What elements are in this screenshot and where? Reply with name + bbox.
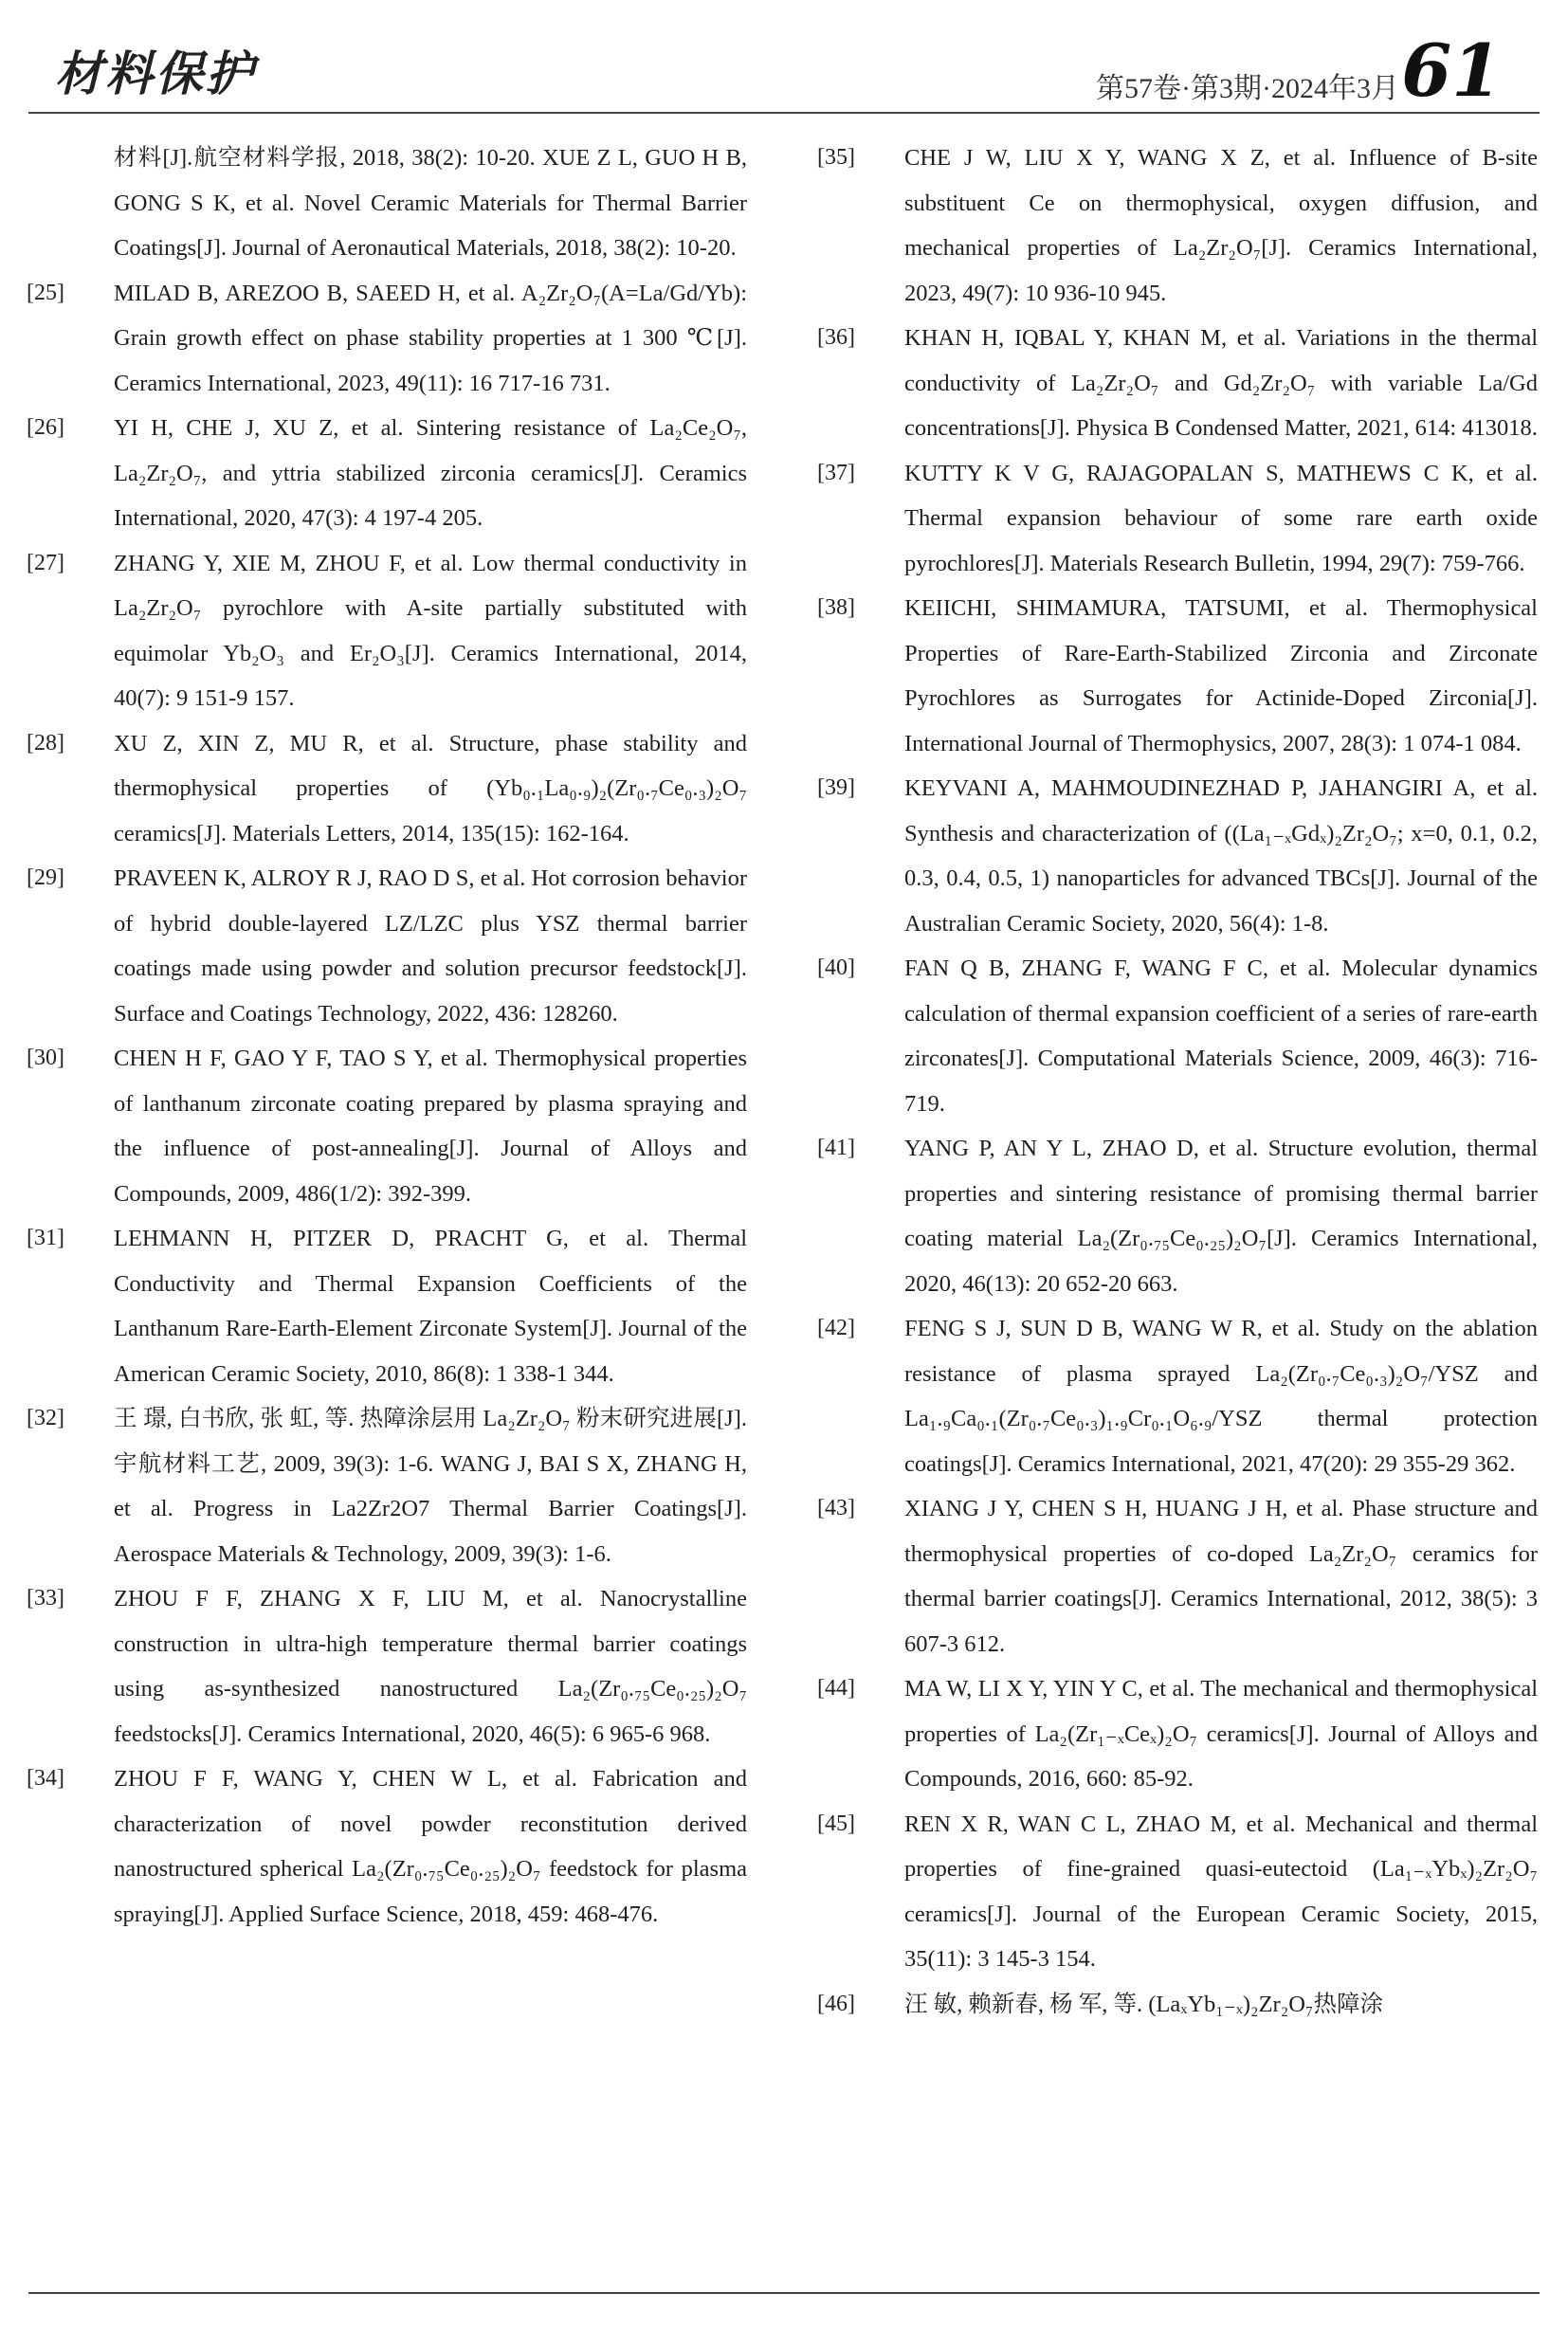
right-column [817, 136, 1538, 2027]
reference-number: [27] [27, 550, 64, 575]
reference-text: FAN Q B, ZHANG F, WANG F C, et al. Molecular dynamics calculation of thermal expansion coefficient of a series of rare-earth zirconates[J]. Computational Materials Science, 2009, 46(3): 716-719. [904, 956, 1538, 1117]
reference-text: KUTTY K V G, RAJAGOPALAN S, MATHEWS C K, et al. Thermal expansion behaviour of some rare earth oxide pyrochlores[J]. Materials Research Bulletin, 1994, 29(7): 759-766. [904, 460, 1538, 576]
reference-text: PRAVEEN K, ALROY R J, RAO D S, et al. Hot corrosion behavior of hybrid double-layered LZ/LZC plus YSZ thermal barrier coatings made using powder and solution precursor feedstock[J]. Surface and Coatings Technology, 2022, 436: 128260. [114, 865, 747, 1027]
reference-number: [26] [27, 415, 64, 440]
reference-number: [37] [817, 460, 855, 485]
reference-text: KEIICHI, SHIMAMURA, TATSUMI, et al. Thermophysical Properties of Rare-Earth-Stabilized Zirconia and Zirconate Pyrochlores as Surrogates for Actinide-Doped Zirconia[J]. International Journal of Thermophysics, 2007, 28(3): 1 074-1 084. [904, 595, 1538, 756]
reference-item [817, 316, 1538, 451]
reference-text: 材料[J].航空材料学报, 2018, 38(2): 10-20. XUE Z L, GUO H B, GONG S K, et al. Novel Ceramic Materials for Thermal Barrier Coatings[J]. Journal of Aeronautical Materials, 2018, 38(2): 10-20. [114, 145, 747, 261]
reference-number [27, 136, 114, 271]
reference-number: [35] [817, 145, 855, 170]
reference-item [817, 1486, 1538, 1666]
reference-item [27, 1216, 747, 1396]
reference-number: [39] [817, 775, 855, 800]
reference-item [27, 1036, 747, 1216]
reference-item [27, 721, 747, 857]
reference-item [817, 1666, 1538, 1802]
reference-number: [28] [27, 730, 64, 755]
reference-item [817, 946, 1538, 1126]
reference-text: MA W, LI X Y, YIN Y C, et al. The mechanical and thermophysical properties of La₂(Zr₁₋ₓCeₓ)₂O₇ ceramics[J]. Journal of Alloys and Compounds, 2016, 660: 85-92. [904, 1676, 1538, 1792]
reference-text: CHEN H F, GAO Y F, TAO S Y, et al. Thermophysical properties of lanthanum zirconate coating prepared by plasma spraying and the influence of post-annealing[J]. Journal of Alloys and Compounds, 2009, 486(1/2): 392-399. [114, 1046, 747, 1207]
header-rule [28, 112, 1540, 114]
reference-text: KHAN H, IQBAL Y, KHAN M, et al. Variations in the thermal conductivity of La₂Zr₂O₇ and Gd₂Zr₂O₇ with variable La/Gd concentrations[J]. Physica B Condensed Matter, 2021, 614: 413018. [904, 325, 1538, 441]
reference-number: [45] [817, 1811, 855, 1836]
reference-text: 汪 敏, 赖新春, 杨 军, 等. (LaₓYb₁₋ₓ)₂Zr₂O₇热障涂 [904, 1991, 1383, 2017]
reference-item [27, 1576, 747, 1757]
reference-item [817, 451, 1538, 587]
reference-text: YANG P, AN Y L, ZHAO D, et al. Structure evolution, thermal properties and sintering resistance of promising thermal barrier coating material La₂(Zr₀.₇₅Ce₀.₂₅)₂O₇[J]. Ceramics International, 2020, 46(13): 20 652-20 663. [904, 1136, 1538, 1297]
reference-number: [33] [27, 1586, 64, 1611]
reference-number: [43] [817, 1496, 855, 1520]
page-header [28, 19, 1540, 113]
reference-item [817, 1802, 1538, 1982]
reference-item [817, 1982, 1538, 2028]
page-number: 61 [1401, 28, 1502, 113]
reference-text: REN X R, WAN C L, ZHAO M, et al. Mechanical and thermal properties of fine-grained quasi-eutectoid (La₁₋ₓYbₓ)₂Zr₂O₇ ceramics[J]. Journal of the European Ceramic Society, 2015, 35(11): 3 145-3 154. [904, 1811, 1538, 1972]
reference-text: FENG S J, SUN D B, WANG W R, et al. Study on the ablation resistance of plasma sprayed La₂(Zr₀.₇Ce₀.₃)₂O₇/YSZ and La₁.₉Ca₀.₁(Zr₀.₇Ce₀.₃)₁.₉Cr₀.₁O₆.₉/YSZ thermal protection coatings[J]. Ceramics International, 2021, 47(20): 29 355-29 362. [904, 1316, 1538, 1477]
reference-item [817, 1126, 1538, 1306]
reference-number: [44] [817, 1676, 855, 1701]
reference-item [27, 856, 747, 1036]
reference-number: [40] [817, 956, 855, 980]
reference-item [27, 136, 747, 271]
footer-rule [28, 2292, 1540, 2294]
reference-item [817, 766, 1538, 946]
reference-number: [46] [817, 1991, 855, 2016]
reference-number: [42] [817, 1316, 855, 1340]
reference-item [27, 406, 747, 541]
reference-text: ZHANG Y, XIE M, ZHOU F, et al. Low thermal conductivity in La₂Zr₂O₇ pyrochlore with A-site partially substituted with equimolar Yb₂O₃ and Er₂O₃[J]. Ceramics International, 2014, 40(7): 9 151-9 157. [114, 550, 747, 711]
reference-text: XU Z, XIN Z, MU R, et al. Structure, phase stability and thermophysical properties of (Yb₀.₁La₀.₉)₂(Zr₀.₇Ce₀.₃)₂O₇ ceramics[J]. Materials Letters, 2014, 135(15): 162-164. [114, 730, 747, 846]
reference-text: ZHOU F F, ZHANG X F, LIU M, et al. Nanocrystalline construction in ultra-high temperature thermal barrier coatings using as-synthesized nanostructured La₂(Zr₀.₇₅Ce₀.₂₅)₂O₇ feedstocks[J]. Ceramics International, 2020, 46(5): 6 965-6 968. [114, 1586, 747, 1747]
issue-info: 第57卷·第3期·2024年3月 [1096, 73, 1399, 104]
reference-text: KEYVANI A, MAHMOUDINEZHAD P, JAHANGIRI A, et al. Synthesis and characterization of ((La₁₋ₓGdₓ)₂Zr₂O₇; x=0, 0.1, 0.2, 0.3, 0.4, 0.5, 1) nanoparticles for advanced TBCs[J]. Journal of the Australian Ceramic Society, 2020, 56(4): 1-8. [904, 775, 1538, 937]
reference-text: 王 璟, 白书欣, 张 虹, 等. 热障涂层用 La₂Zr₂O₇ 粉末研究进展[J].宇航材料工艺, 2009, 39(3): 1-6. WANG J, BAI S X, ZHANG H, et al. Progress in La2Zr2O7 Thermal Barrier Coatings[J]. Aerospace Materials & Technology, 2009, 39(3): 1-6. [114, 1406, 747, 1567]
reference-number: [32] [27, 1406, 64, 1430]
reference-text: CHE J W, LIU X Y, WANG X Z, et al. Influence of B-site substituent Ce on thermophysical, oxygen diffusion, and mechanical properties of La₂Zr₂O₇[J]. Ceramics International, 2023, 49(7): 10 936-10 945. [904, 145, 1538, 306]
reference-text: MILAD B, AREZOO B, SAEED H, et al. A₂Zr₂O₇(A=La/Gd/Yb): Grain growth effect on phase stability properties at 1 300 ℃[J]. Ceramics International, 2023, 49(11): 16 717-16 731. [114, 280, 747, 396]
reference-number: [30] [27, 1046, 64, 1070]
left-column [27, 136, 747, 1937]
reference-text: ZHOU F F, WANG Y, CHEN W L, et al. Fabrication and characterization of novel powder reconstitution derived nanostructured spherical La₂(Zr₀.₇₅Ce₀.₂₅)₂O₇ feedstock for plasma spraying[J]. Applied Surface Science, 2018, 459: 468-476. [114, 1766, 747, 1927]
reference-number: [25] [27, 280, 64, 305]
reference-item [27, 1757, 747, 1937]
reference-number: [31] [27, 1226, 64, 1250]
reference-text: XIANG J Y, CHEN S H, HUANG J H, et al. Phase structure and thermophysical properties of co-doped La₂Zr₂O₇ ceramics for thermal barrier coatings[J]. Ceramics International, 2012, 38(5): 3 607-3 612. [904, 1496, 1538, 1657]
journal-logo: 材料保护 [55, 46, 256, 101]
reference-item [27, 1396, 747, 1576]
reference-number: [34] [27, 1766, 64, 1791]
reference-item [817, 136, 1538, 316]
reference-item [817, 586, 1538, 766]
reference-number: [41] [817, 1136, 855, 1160]
reference-item [27, 271, 747, 407]
reference-number: [36] [817, 325, 855, 350]
reference-text: LEHMANN H, PITZER D, PRACHT G, et al. Thermal Conductivity and Thermal Expansion Coefficients of the Lanthanum Rare-Earth-Element Zirconate System[J]. Journal of the American Ceramic Society, 2010, 86(8): 1 338-1 344. [114, 1226, 747, 1387]
reference-number: [38] [817, 595, 855, 620]
reference-text: YI H, CHE J, XU Z, et al. Sintering resistance of La₂Ce₂O₇, La₂Zr₂O₇, and yttria stabilized zirconia ceramics[J]. Ceramics International, 2020, 47(3): 4 197-4 205. [114, 415, 747, 531]
reference-item [817, 1306, 1538, 1486]
reference-item [27, 541, 747, 721]
reference-number: [29] [27, 865, 64, 890]
